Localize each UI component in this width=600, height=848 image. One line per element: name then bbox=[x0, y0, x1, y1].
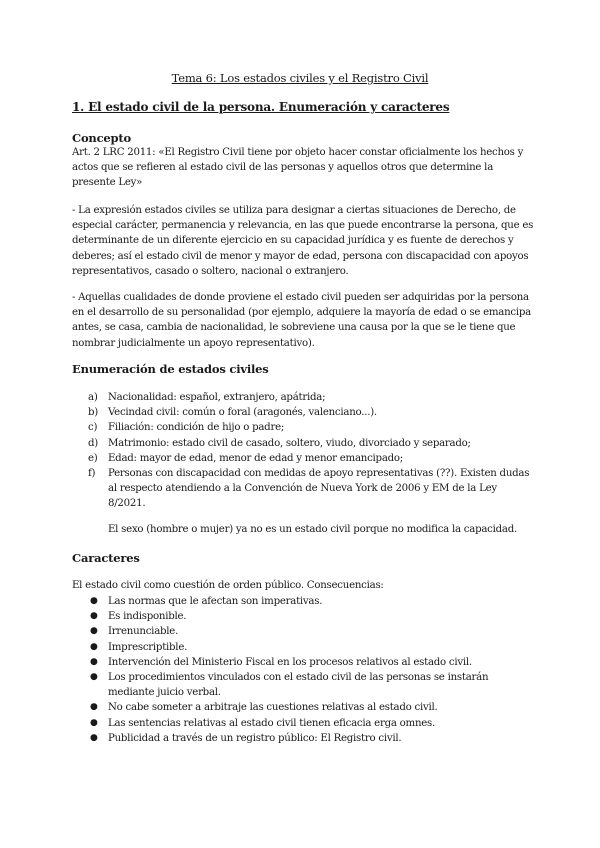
concepto-paragraph-2: - Aquellas cualidades de donde proviene el estado civil pueden ser adquiridas por la persona en el desarrollo de su personalidad (por ejemplo, adquiere la mayoría de edad o se emancipa antes, se casa, cambia de nacionalidad, le sobreviene una causa por la que se le tiene que nombrar judicialmente un apoyo representativo). bbox=[72, 292, 531, 349]
enumeracion-list bbox=[72, 390, 534, 512]
list-item: f) Personas con discapacidad con medidas de apoyo representativas (??). Existen dudas al respecto atendiendo a la Convención de Nueva York de 2006 y EM de la Ley 8/2021. bbox=[88, 468, 530, 510]
list-item: d) Matrimonio: estado civil de casado, soltero, viudo, divorciado y separado; bbox=[88, 437, 471, 449]
caracteres-list bbox=[72, 594, 534, 746]
list-item: ● Intervención del Ministerio Fiscal en los procesos relativos al estado civil. bbox=[90, 656, 472, 668]
enumeracion-heading: Enumeración de estados civiles bbox=[72, 362, 269, 376]
list-item: ● Imprescriptible. bbox=[90, 641, 188, 653]
concepto-paragraph-1: - La expresión estados civiles se utiliza para designar a ciertas situaciones de Derecho, de especial carácter, permanencia y relevancia, en las que puede encontrarse la persona, que es determinante de un diferente ejercicio en su capacidad jurídica y es fuente de derechos y deberes; así el estado civil de menor y mayor de edad, persona con discapacidad con apoyos representativos, casado o soltero, nacional o extranjero. bbox=[72, 205, 534, 277]
list-item: e) Edad: mayor de edad, menor de edad y menor emancipado; bbox=[88, 452, 403, 464]
list-item: ● Publicidad a través de un registro público: El Registro civil. bbox=[90, 732, 402, 744]
caracteres-intro: El estado civil como cuestión de orden público. Consecuencias: bbox=[72, 580, 384, 591]
list-item: a) Nacionalidad: español, extranjero, apátrida; bbox=[88, 392, 326, 403]
list-item: ● Las normas que le afectan son imperativas. bbox=[90, 596, 323, 607]
concepto-heading: Concepto bbox=[72, 131, 131, 145]
list-item: c) Filiación: condición de hijo o padre; bbox=[88, 422, 285, 434]
list-item: ● Las sentencias relativas al estado civil tienen eficacia erga omnes. bbox=[90, 717, 436, 729]
concepto-quote: Art. 2 LRC 2011: «El Registro Civil tiene por objeto hacer constar oficialmente los hechos y actos que se refieren al estado civil de las personas y aquellos otros que determine la presente Ley» bbox=[72, 147, 524, 189]
section-heading: 1. El estado civil de la persona. Enumeración y caracteres bbox=[72, 100, 450, 114]
list-item: ● No cabe someter a arbitraje las cuestiones relativas al estado civil. bbox=[90, 702, 438, 714]
enumeracion-note: El sexo (hombre o mujer) ya no es un estado civil porque no modifica la capacidad. bbox=[108, 524, 517, 535]
list-item: b) Vecindad civil: común o foral (aragonés, valenciano...). bbox=[88, 407, 377, 419]
list-item: ● Los procedimientos vinculados con el estado civil de las personas se instarán mediante juicio verbal. bbox=[90, 672, 489, 699]
list-item: ● Es indisponible. bbox=[90, 611, 187, 623]
document-title: Tema 6: Los estados civiles y el Registro Civil bbox=[171, 71, 429, 85]
caracteres-heading: Caracteres bbox=[72, 551, 140, 565]
list-item: ● Irrenunciable. bbox=[90, 626, 179, 638]
